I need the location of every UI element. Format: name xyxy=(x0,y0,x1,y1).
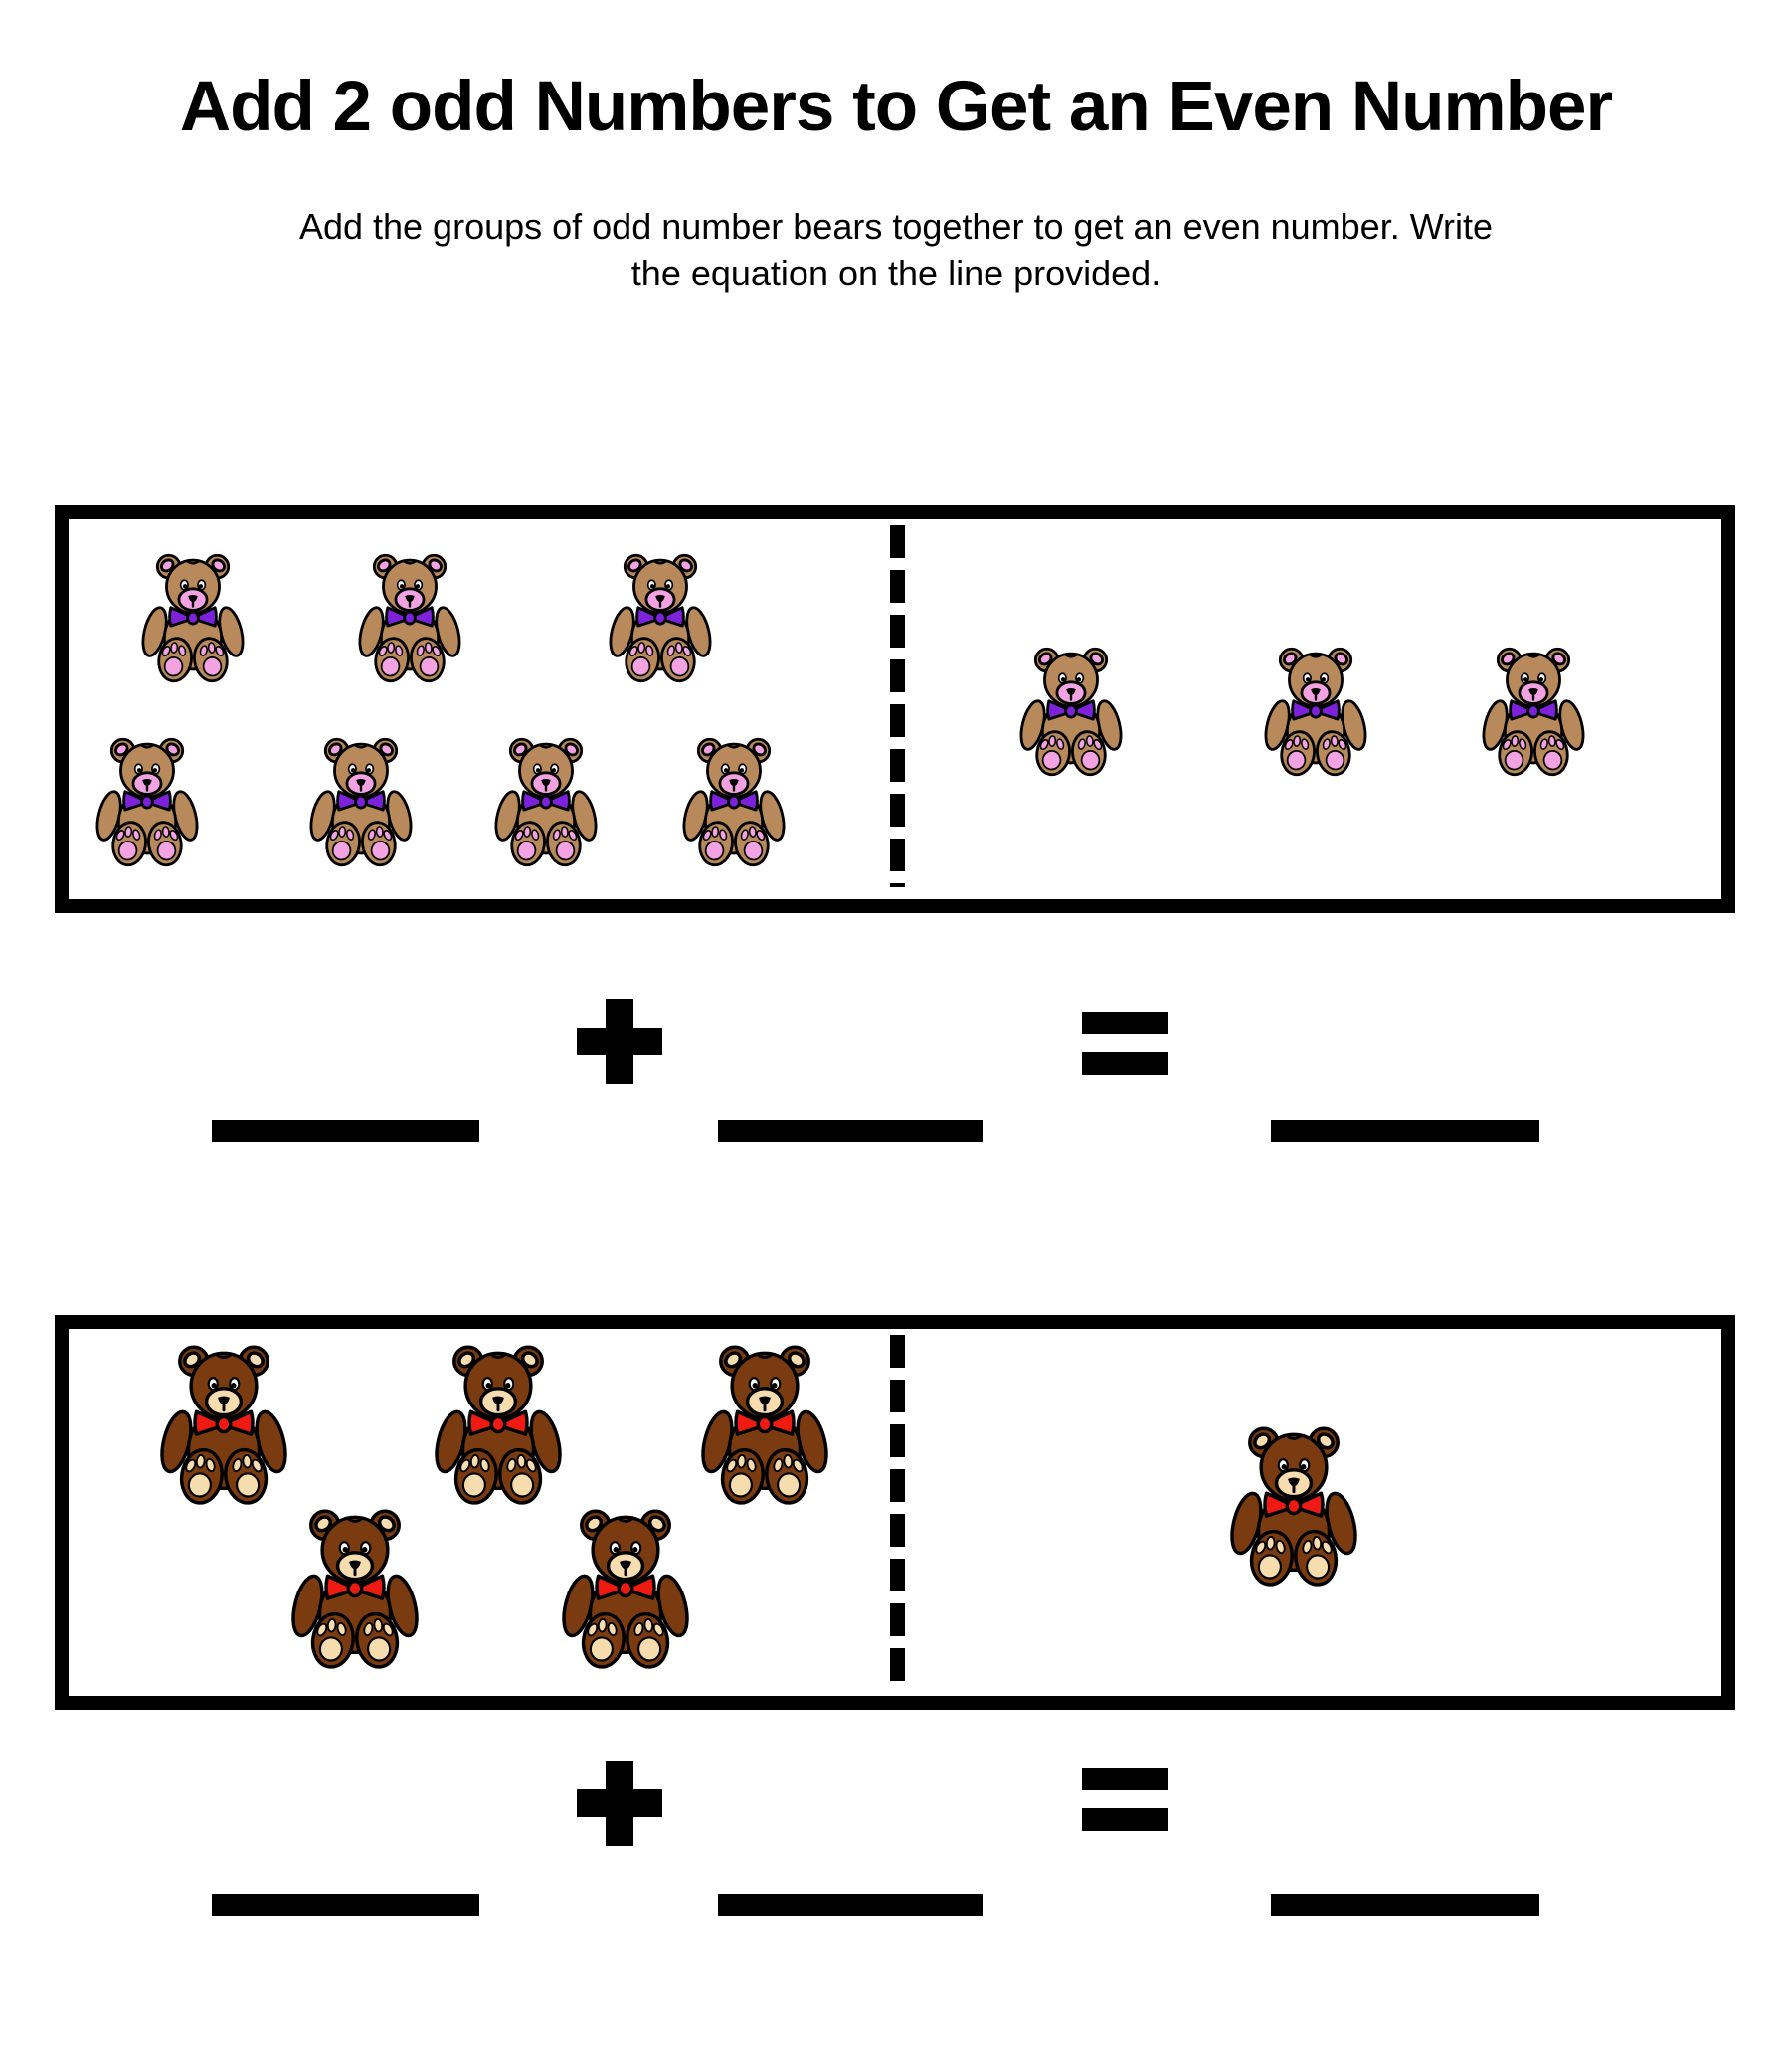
problem-2-sum-line[interactable] xyxy=(1271,1894,1539,1916)
instructions-line-2: the equation on the line provided. xyxy=(630,253,1162,293)
teddy-bear-light xyxy=(678,736,790,867)
equals-bottom-bar xyxy=(1082,1052,1168,1075)
problem-2-addend-1-line[interactable] xyxy=(212,1894,479,1916)
teddy-bear-light xyxy=(354,552,465,683)
teddy-bear-dark xyxy=(559,1506,692,1671)
teddy-bear-light xyxy=(305,736,417,867)
teddy-bear-dark xyxy=(432,1342,565,1507)
problem-1-dashed-separator xyxy=(890,525,905,887)
equals-icon xyxy=(1082,1768,1168,1831)
teddy-bear-dark xyxy=(1227,1423,1360,1589)
teddy-bear-dark xyxy=(698,1342,831,1507)
teddy-bear-light xyxy=(490,736,602,867)
problem-1-sum-line[interactable] xyxy=(1271,1120,1539,1142)
equals-bottom-bar xyxy=(1082,1808,1168,1831)
teddy-bear-light xyxy=(1260,646,1371,777)
problem-2-dashed-separator xyxy=(890,1335,905,1690)
teddy-bear-light xyxy=(137,552,249,683)
teddy-bear-dark xyxy=(157,1342,290,1507)
problem-1-addend-2-line[interactable] xyxy=(718,1120,983,1142)
plus-horizontal-bar xyxy=(577,1789,662,1817)
problem-1-addend-1-line[interactable] xyxy=(212,1120,479,1142)
problem-2-addend-2-line[interactable] xyxy=(718,1894,983,1916)
plus-horizontal-bar xyxy=(577,1028,662,1055)
plus-icon xyxy=(577,999,662,1084)
teddy-bear-light xyxy=(91,736,203,867)
plus-icon xyxy=(577,1761,662,1846)
teddy-bear-dark xyxy=(288,1506,422,1671)
page-title: Add 2 odd Numbers to Get an Even Number xyxy=(179,68,1613,146)
teddy-bear-light xyxy=(605,552,716,683)
instructions-text xyxy=(0,203,1792,296)
equals-top-bar xyxy=(1082,1768,1168,1790)
equals-icon xyxy=(1082,1012,1168,1075)
equals-top-bar xyxy=(1082,1012,1168,1034)
teddy-bear-light xyxy=(1478,646,1589,777)
teddy-bear-light xyxy=(1015,646,1127,777)
instructions-line-1: Add the groups of odd number bears together to get an even number. Write xyxy=(298,206,1494,247)
